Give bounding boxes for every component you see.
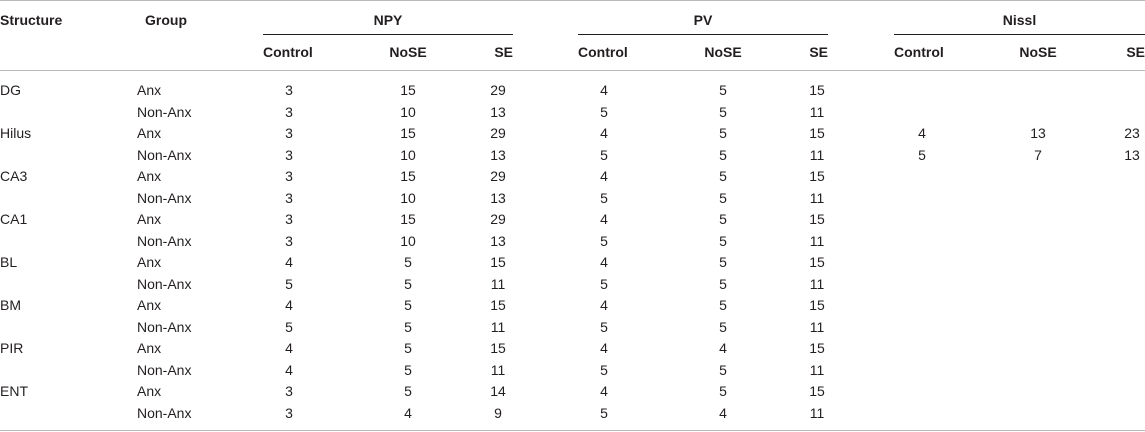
npy-se-cell: 15 [490, 254, 506, 270]
group-cell: Anx [137, 211, 162, 227]
npy-se-cell: 13 [490, 147, 506, 163]
pv-se-cell: 11 [809, 405, 825, 421]
npy-group-rule [263, 34, 513, 35]
pv-se-cell: 15 [809, 211, 825, 227]
group-cell: Anx [137, 340, 162, 356]
pv-se-cell: 11 [809, 104, 825, 120]
npy-control-cell: 4 [285, 297, 293, 313]
npy-se-cell: 29 [490, 125, 506, 141]
pv-se-cell: 11 [809, 362, 825, 378]
pv-nose-cell: 5 [719, 190, 727, 206]
pv-control-cell: 4 [600, 125, 608, 141]
npy-se-cell: 29 [490, 211, 506, 227]
npy-nose-cell: 4 [404, 405, 412, 421]
pv-nose-cell: 5 [719, 383, 727, 399]
pv-se-header: SE [809, 44, 828, 60]
group-cell: Non-Anx [137, 276, 192, 292]
nissl-se-cell: 13 [1124, 147, 1140, 163]
structure-cell: ENT [0, 383, 28, 399]
group-cell: Non-Anx [137, 405, 192, 421]
structure-cell: CA3 [0, 168, 28, 184]
nissl-control-cell: 5 [918, 147, 926, 163]
structure-cell: DG [0, 82, 21, 98]
pv-nose-cell: 5 [719, 254, 727, 270]
pv-nose-cell: 5 [719, 147, 727, 163]
pv-header: PV [693, 12, 713, 28]
structure-cell: PIR [0, 340, 24, 356]
npy-control-cell: 3 [285, 82, 293, 98]
npy-se-cell: 13 [490, 104, 506, 120]
pv-nose-header: NoSE [704, 44, 742, 60]
npy-se-cell: 11 [490, 319, 506, 335]
npy-control-cell: 3 [285, 211, 293, 227]
pv-control-cell: 5 [600, 362, 608, 378]
pv-se-cell: 11 [809, 147, 825, 163]
npy-control-cell: 3 [285, 104, 293, 120]
nissl-control-header: Control [894, 44, 944, 60]
pv-se-cell: 15 [809, 125, 825, 141]
pv-control-cell: 5 [600, 405, 608, 421]
structure-cell: Hilus [0, 125, 32, 141]
npy-nose-cell: 10 [400, 190, 416, 206]
npy-se-header: SE [494, 44, 513, 60]
npy-se-cell: 15 [490, 297, 506, 313]
pv-se-cell: 15 [809, 383, 825, 399]
npy-control-cell: 3 [285, 190, 293, 206]
npy-header: NPY [373, 12, 403, 28]
group-cell: Anx [137, 254, 162, 270]
header-bottom-rule [0, 70, 1145, 71]
pv-nose-cell: 5 [719, 168, 727, 184]
group-header: Group [145, 12, 187, 28]
npy-control-cell: 5 [285, 276, 293, 292]
npy-nose-cell: 5 [404, 362, 412, 378]
pv-se-cell: 15 [809, 82, 825, 98]
group-cell: Anx [137, 168, 162, 184]
pv-control-header: Control [578, 44, 628, 60]
pv-control-cell: 5 [600, 104, 608, 120]
npy-control-cell: 4 [285, 254, 293, 270]
pv-control-cell: 4 [600, 82, 608, 98]
pv-nose-cell: 5 [719, 82, 727, 98]
group-cell: Anx [137, 297, 162, 313]
table-top-rule [0, 0, 1145, 1]
pv-control-cell: 5 [600, 233, 608, 249]
npy-nose-cell: 5 [404, 383, 412, 399]
pv-control-cell: 4 [600, 211, 608, 227]
npy-se-cell: 29 [490, 82, 506, 98]
table-bottom-rule [0, 430, 1145, 431]
group-cell: Non-Anx [137, 147, 192, 163]
npy-control-cell: 3 [285, 233, 293, 249]
pv-se-cell: 15 [809, 168, 825, 184]
npy-nose-cell: 15 [400, 125, 416, 141]
nissl-header: Nissl [1002, 12, 1037, 28]
structure-cell: CA1 [0, 211, 28, 227]
pv-control-cell: 4 [600, 340, 608, 356]
nissl-nose-cell: 7 [1034, 147, 1042, 163]
pv-control-cell: 5 [600, 147, 608, 163]
npy-se-cell: 9 [494, 405, 502, 421]
nissl-control-cell: 4 [918, 125, 926, 141]
pv-control-cell: 5 [600, 190, 608, 206]
pv-control-cell: 5 [600, 319, 608, 335]
npy-nose-cell: 15 [400, 82, 416, 98]
pv-se-cell: 11 [809, 233, 825, 249]
pv-nose-cell: 5 [719, 211, 727, 227]
pv-nose-cell: 5 [719, 362, 727, 378]
npy-control-cell: 4 [285, 362, 293, 378]
npy-control-cell: 3 [285, 383, 293, 399]
pv-control-cell: 5 [600, 276, 608, 292]
pv-nose-cell: 5 [719, 125, 727, 141]
npy-control-cell: 3 [285, 125, 293, 141]
npy-control-cell: 4 [285, 340, 293, 356]
pv-se-cell: 15 [809, 340, 825, 356]
pv-group-rule [578, 34, 828, 35]
npy-control-cell: 5 [285, 319, 293, 335]
npy-nose-cell: 15 [400, 211, 416, 227]
group-cell: Non-Anx [137, 362, 192, 378]
npy-se-cell: 29 [490, 168, 506, 184]
pv-control-cell: 4 [600, 383, 608, 399]
nissl-nose-cell: 13 [1030, 125, 1046, 141]
pv-se-cell: 15 [809, 297, 825, 313]
pv-nose-cell: 5 [719, 104, 727, 120]
nissl-nose-header: NoSE [1019, 44, 1057, 60]
structure-cell: BL [0, 254, 18, 270]
nissl-se-cell: 23 [1124, 125, 1140, 141]
pv-se-cell: 11 [809, 276, 825, 292]
npy-nose-cell: 5 [404, 297, 412, 313]
npy-se-cell: 11 [490, 276, 506, 292]
nissl-se-header: SE [1126, 44, 1145, 60]
npy-nose-cell: 10 [400, 147, 416, 163]
group-cell: Non-Anx [137, 104, 192, 120]
npy-nose-cell: 5 [404, 340, 412, 356]
npy-se-cell: 15 [490, 340, 506, 356]
pv-se-cell: 15 [809, 254, 825, 270]
pv-nose-cell: 5 [719, 233, 727, 249]
group-cell: Anx [137, 125, 162, 141]
npy-se-cell: 11 [490, 362, 506, 378]
group-cell: Non-Anx [137, 233, 192, 249]
group-cell: Anx [137, 383, 162, 399]
npy-control-cell: 3 [285, 147, 293, 163]
structure-header: Structure [0, 12, 63, 28]
npy-control-header: Control [263, 44, 313, 60]
npy-se-cell: 13 [490, 190, 506, 206]
pv-se-cell: 11 [809, 190, 825, 206]
npy-nose-cell: 15 [400, 168, 416, 184]
structure-cell: BM [0, 297, 21, 313]
pv-nose-cell: 5 [719, 319, 727, 335]
npy-nose-cell: 5 [404, 276, 412, 292]
npy-se-cell: 14 [490, 383, 506, 399]
pv-nose-cell: 4 [719, 340, 727, 356]
npy-se-cell: 13 [490, 233, 506, 249]
npy-nose-header: NoSE [389, 44, 427, 60]
npy-control-cell: 3 [285, 168, 293, 184]
group-cell: Anx [137, 82, 162, 98]
group-cell: Non-Anx [137, 319, 192, 335]
pv-se-cell: 11 [809, 319, 825, 335]
npy-nose-cell: 5 [404, 319, 412, 335]
pv-nose-cell: 5 [719, 276, 727, 292]
npy-control-cell: 3 [285, 405, 293, 421]
npy-nose-cell: 10 [400, 233, 416, 249]
pv-nose-cell: 4 [719, 405, 727, 421]
nissl-group-rule [894, 34, 1145, 35]
pv-control-cell: 4 [600, 297, 608, 313]
npy-nose-cell: 5 [404, 254, 412, 270]
pv-control-cell: 4 [600, 168, 608, 184]
group-cell: Non-Anx [137, 190, 192, 206]
npy-nose-cell: 10 [400, 104, 416, 120]
pv-control-cell: 4 [600, 254, 608, 270]
pv-nose-cell: 5 [719, 297, 727, 313]
